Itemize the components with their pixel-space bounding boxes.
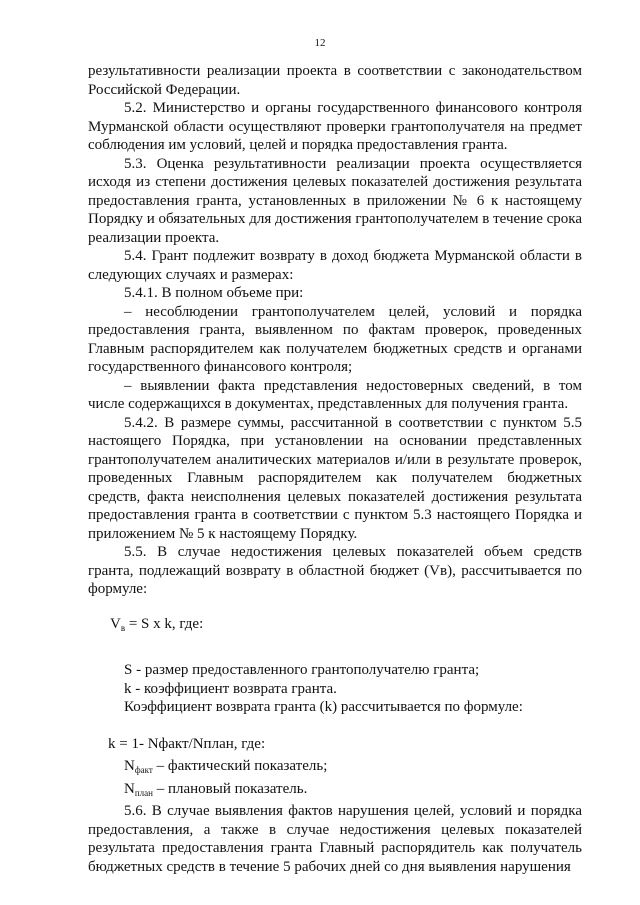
nplan-n: N — [124, 780, 135, 797]
nplan-rest: – плановый показатель. — [152, 780, 308, 797]
formula-volume-rest: = S x k, где: — [125, 615, 204, 632]
formula-volume-sub: в — [120, 622, 126, 633]
paragraph-5-5: 5.5. В случае недостижения целевых показателей объем средств гранта, подлежащий возврату в областной бюджет (Vв), рассчитывается по формуле: — [88, 544, 582, 597]
paragraph-5-4: 5.4. Грант подлежит возврату в доход бюджета Мурманской области в следующих случаях и размерах: — [88, 248, 582, 283]
paragraph-continuation: результативности реализации проекта в соответствии с законодательством Российской Федерации. — [88, 63, 582, 98]
document-body — [88, 62, 582, 876]
page-number: 12 — [314, 37, 326, 49]
definition-nfact — [88, 757, 582, 780]
definition-k: k - коэффициент возврата гранта. — [124, 680, 337, 697]
paragraph-5-2: 5.2. Министерство и органы государственного финансового контроля Мурманской области осуществляют проверки грантополучателя на предмет соблюдения им условий, целей и порядка предоставления гранта. — [88, 100, 582, 153]
formula-coefficient: k = 1- Nфакт/Nплан, где: — [108, 735, 266, 752]
nfact-sub: факт — [134, 765, 153, 775]
formula-volume — [88, 615, 582, 638]
paragraph-5-3: 5.3. Оценка результативности реализации проекта осуществляется исходя из степени достижения целевых показателей достижения результата предоставления гранта, установленных в приложении № 6 к настоящему Порядку и обязательных для достижения грантополучателем в течение срока реализации проекта. — [88, 155, 582, 246]
nfact-rest: – фактический показатель; — [152, 758, 328, 774]
nfact-n: N — [124, 758, 135, 774]
definition-nplan — [88, 780, 582, 803]
nplan-sub: план — [134, 787, 153, 798]
definition-s: S - размер предоставленного грантополучателю гранта; — [124, 662, 480, 678]
coefficient-intro: Коэффициент возврата гранта (k) рассчитывается по формуле: — [124, 699, 523, 715]
formula-volume-v: V — [110, 615, 121, 632]
paragraph-5-4-2: 5.4.2. В размере суммы, рассчитанной в соответствии с пунктом 5.5 настоящего Порядка, при установлении на основании представленных грантополучателем аналитических материалов и/или в результате проверок, проведенных Главным распорядителем как получателем бюджетных средств, факта неисполнения целевых показателей достижения результата предоставления гранта в соответствии с пунктом 5.3 настоящего Порядка и приложением № 5 к настоящему Порядку. — [88, 414, 582, 542]
paragraph-5-6: 5.6. В случае выявления фактов нарушения целей, условий и порядка предоставления, а также в случае недостижения целевых показателей результата предоставления гранта Главный распорядитель как получатель бюджетных средств в течение 5 рабочих дней со дня выявления нарушения — [88, 803, 582, 875]
list-item-false-info: – выявлении факта представления недостоверных сведений, в том числе содержащихся в документах, представленных для получения гранта. — [88, 377, 582, 412]
list-item-noncompliance: – несоблюдении грантополучателем целей, условий и порядка предоставления гранта, выявленном по фактам проверок, проведенных Главным распорядителем как получателем бюджетных средств и органами государственного финансового контроля; — [88, 303, 582, 375]
paragraph-5-4-1: 5.4.1. В полном объеме при: — [124, 285, 304, 301]
